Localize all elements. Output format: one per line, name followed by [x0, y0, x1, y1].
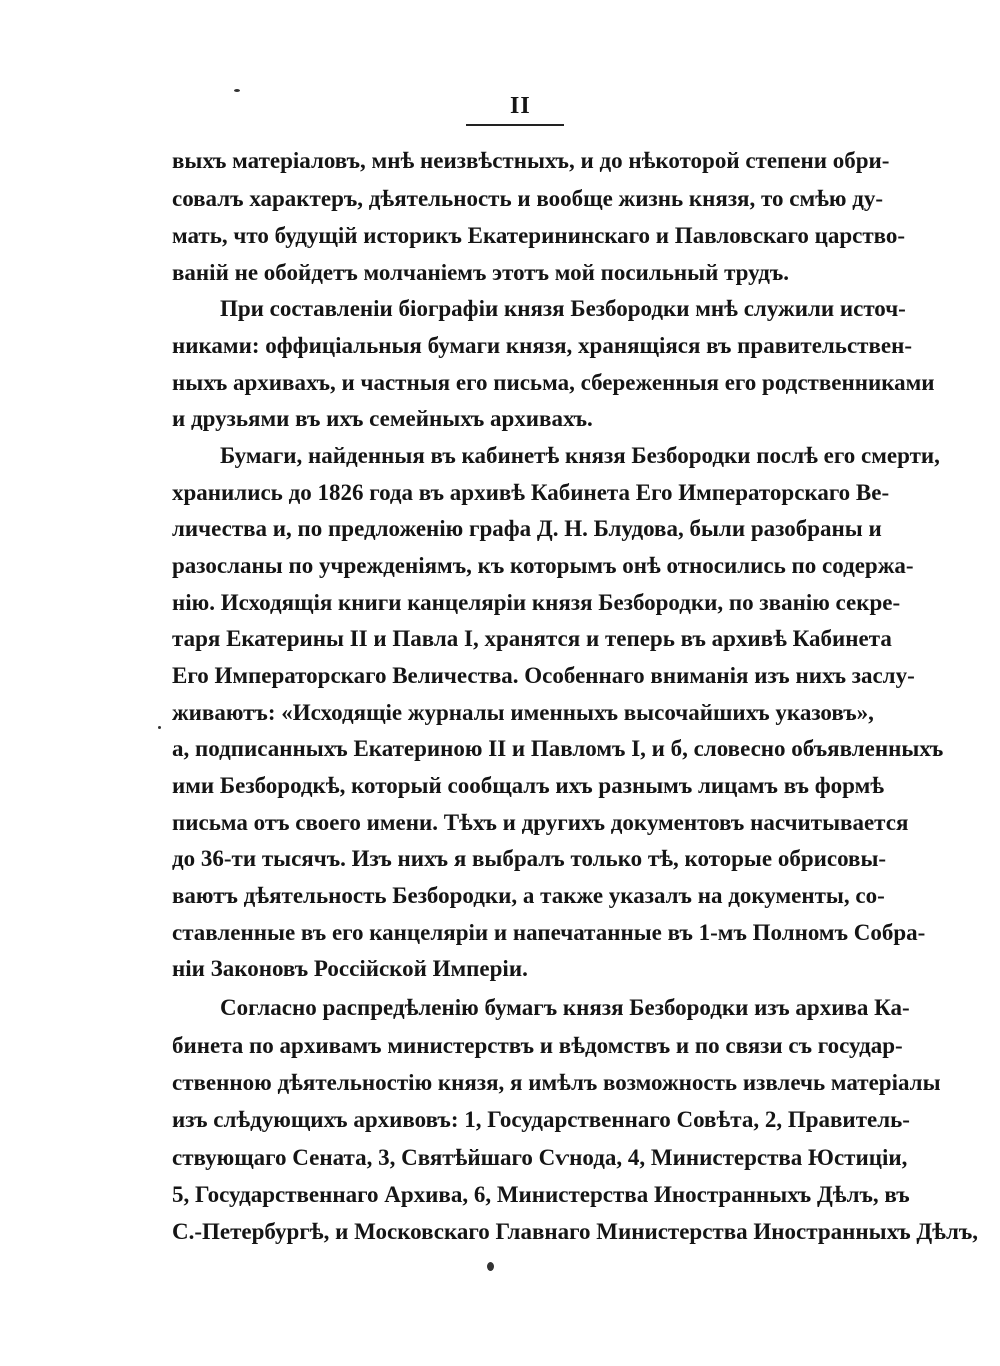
text-line: а, подписанныхъ Екатериною II и Павломъ I, и б, словесно объявленныхъ: [172, 736, 944, 761]
page-number: II: [510, 93, 531, 119]
text-line: ственною дѣятельностію князя, я имѣлъ возможность извлечь матеріалы: [172, 1070, 941, 1095]
text-line: изъ слѣдующихъ архивовъ: 1, Государственнаго Совѣта, 2, Правитель-: [172, 1107, 910, 1132]
text-line: ваютъ дѣятельность Безбородки, а также указалъ на документы, со-: [172, 883, 885, 908]
text-line: до 36-ти тысячъ. Изъ нихъ я выбралъ только тѣ, которые обрисовы-: [172, 846, 887, 871]
text-line: никами: оффиціальныя бумаги князя, хранящіяся въ правительствен-: [172, 333, 913, 358]
text-line: выхъ матеріаловъ, мнѣ неизвѣстныхъ, и до нѣкоторой степени обри-: [172, 148, 890, 173]
text-line: ваній не обойдетъ молчаніемъ этотъ мой посильный трудъ.: [172, 260, 789, 285]
text-line: 5, Государственнаго Архива, 6, Министерства Иностранныхъ Дѣлъ, въ: [172, 1182, 910, 1207]
text-line: При составленіи біографіи князя Безбородки мнѣ служили источ-: [220, 296, 906, 321]
text-line: и друзьями въ ихъ семейныхъ архивахъ.: [172, 406, 593, 431]
text-line: ніи Законовъ Россійской Имперіи.: [172, 956, 528, 981]
text-line: письма отъ своего имени. Тѣхъ и другихъ документовъ насчитывается: [172, 810, 909, 835]
text-line: таря Екатерины II и Павла I, хранятся и теперь въ архивѣ Кабинета: [172, 626, 892, 651]
text-line: хранились до 1826 года въ архивѣ Кабинета Его Императорскаго Ве-: [172, 480, 890, 505]
ink-speck: [487, 1262, 494, 1271]
text-line: разосланы по учрежденіямъ, къ которымъ онѣ относились по содержа-: [172, 553, 914, 578]
text-line: ими Безбородкѣ, который сообщалъ ихъ разнымъ лицамъ въ формѣ: [172, 773, 885, 798]
ink-speck: [234, 89, 240, 92]
text-line: С.-Петербургѣ, и Московскаго Главнаго Министерства Иностранныхъ Дѣлъ,: [172, 1219, 979, 1244]
text-line: бинета по архивамъ министерствъ и вѣдомствъ и по связи съ государ-: [172, 1033, 903, 1058]
ink-speck: [158, 726, 161, 729]
text-line: мать, что будущій историкъ Екатерининскаго и Павловскаго царство-: [172, 223, 906, 248]
text-line: личества и, по предложенію графа Д. Н. Блудова, были разобраны и: [172, 516, 882, 541]
page-number-rule: [466, 124, 564, 126]
text-line: совалъ характеръ, дѣятельность и вообще жизнь князя, то смѣю ду-: [172, 186, 884, 211]
text-line: живаютъ: «Исходящіе журналы именныхъ высочайшихъ указовъ»,: [172, 700, 874, 725]
text-line: Согласно распредѣленію бумагъ князя Безбородки изъ архива Ка-: [220, 995, 910, 1020]
text-line: ныхъ архивахъ, и частныя его письма, сбереженныя его родственниками: [172, 370, 935, 395]
text-line: ствующаго Сената, 3, Святѣйшаго Сѵнода, 4, Министерства Юстиціи,: [172, 1145, 908, 1170]
text-line: Бумаги, найденныя въ кабинетѣ князя Безбородки послѣ его смерти,: [220, 443, 940, 468]
text-line: ставленные въ его канцеляріи и напечатанные въ 1-мъ Полномъ Собра-: [172, 920, 926, 945]
text-line: нію. Исходящія книги канцеляріи князя Безбородки, по званію секре-: [172, 590, 901, 615]
text-line: Его Императорскаго Величества. Особеннаго вниманія изъ нихъ заслу-: [172, 663, 915, 688]
